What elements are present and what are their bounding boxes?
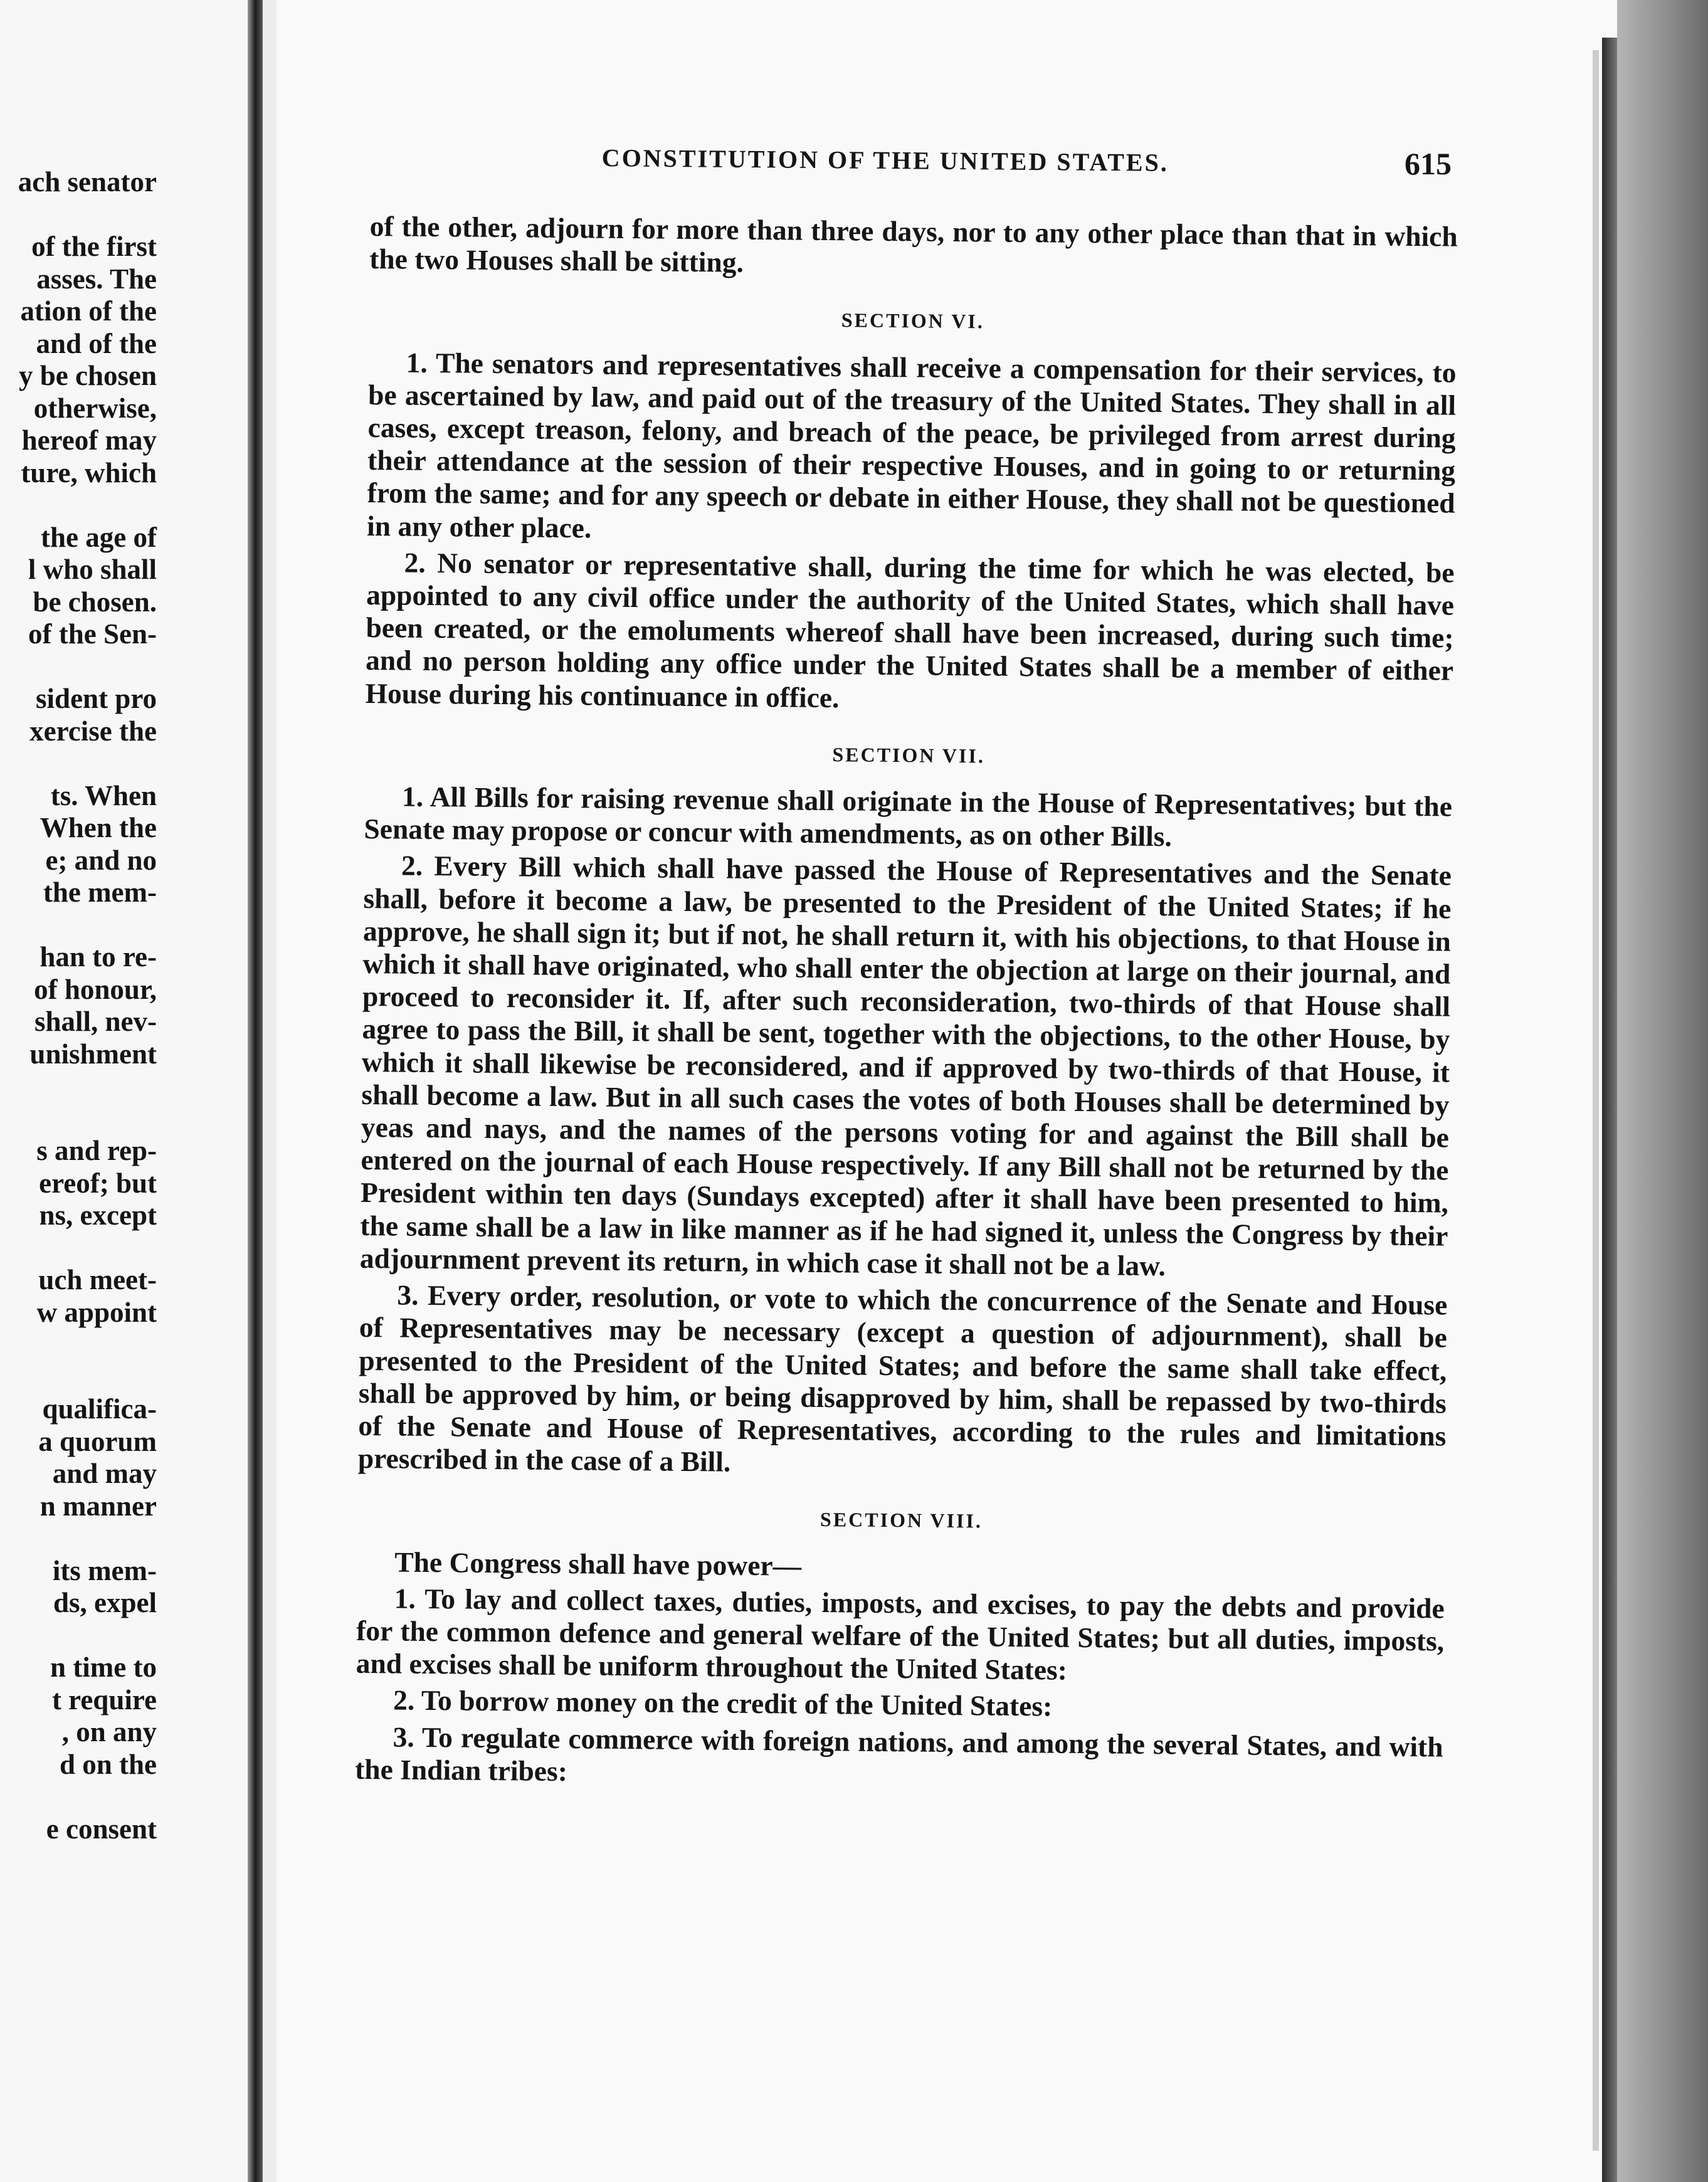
section-vii-paragraph-1: 1. All Bills for raising revenue shall originate in the House of Representatives; but the Senate may propose or concur with amendments, as on other Bills. [364, 780, 1453, 853]
left-page-line: , on any [61, 1716, 157, 1747]
left-page-line: otherwise, [33, 392, 157, 424]
left-page-line: qualifica- [42, 1393, 157, 1425]
left-page-fragment [0, 0, 254, 2182]
left-page-line: of honour, [34, 973, 157, 1005]
left-page-line: ereof; but [39, 1167, 157, 1199]
left-page-line: When the [40, 812, 157, 843]
left-page-line: hereof may [21, 424, 157, 456]
section-vi-paragraph-2: 2. No senator or representative shall, during the time for which he was elected, be appointed to any civil office under the authority of the United States, which shall have been created, or the emoluments whereof shall have been increased, during such time; and no person holding any office under the United States shall be a member of either House during his continuance in office. [365, 546, 1455, 714]
page-number: 615 [1405, 146, 1452, 181]
left-page-line [0, 1329, 157, 1361]
section-vii-paragraph-2: 2. Every Bill which shall have passed the House of Representatives and the Senate shall, before it become a law, be presented to the President of the United States; if he approve, he shall sign it; but if not, he shall return it, with his objections, to that House in which it shall have originated, who shall enter the objection at large on their journal, and proceed to reconsider it. If, after such reconsideration, two-thirds of that House shall agree to pass the Bill, it shall be sent, together with the objections, to the other House, by which it shall likewise be reconsidered, and if approved by two-thirds of that House, it shall become a law. But in all such cases the votes of both Houses shall be determined by yeas and nays, and the names of the persons voting for and against the Bill shall be entered on the journal of each House respectively. If any Bill shall not be returned by the President within ten days (Sundays excepted) after it shall have been presented to him, the same shall be a law in like manner as if he had signed it, unless the Congress by their adjournment prevent its return, in which case it shall not be a law. [359, 849, 1452, 1282]
left-page-line [0, 747, 157, 780]
section-viii-paragraph-3: 3. To regulate commerce with foreign nations, and among the several States, and with the Indian tribes: [354, 1720, 1443, 1787]
left-page-line [0, 651, 157, 683]
left-page-line: sident pro [36, 683, 157, 714]
left-page-line: l who shall [28, 554, 157, 585]
left-page-line: ach senator [18, 166, 157, 198]
section-vi-paragraph-1: 1. The senators and representatives shall receive a compensation for their services, to be ascertained by law, and paid out of the treasury of the United States. They shall in all cases, except treason, felony, and breach of the peace, be privileged from arrest during their attendance at the session of their respective Houses, and in going to or returning from the same; and for any speech or debate in either House, they shall not be questioned in any other place. [366, 346, 1457, 544]
running-header: CONSTITUTION OF THE UNITED STATES. [601, 143, 1169, 177]
left-page-text [0, 166, 157, 1845]
left-page-line: a quorum [38, 1425, 157, 1457]
left-page-line [0, 1232, 157, 1265]
left-page-line: ation of the [20, 295, 157, 327]
left-page-line [0, 909, 157, 942]
left-page-line: uch meet- [38, 1264, 157, 1295]
left-page-line: be chosen. [33, 586, 157, 618]
section-vi-heading: SECTION VI. [841, 308, 985, 333]
left-page-line: and of the [36, 327, 157, 359]
book-gutter [263, 0, 277, 2182]
left-page-line: and may [52, 1458, 157, 1489]
left-page-line [0, 1522, 157, 1555]
left-page-line: d on the [59, 1748, 157, 1780]
section-viii-heading: SECTION VIII. [820, 1508, 983, 1532]
book-spine-shadow [248, 0, 263, 2182]
left-page-line: ts. When [50, 779, 157, 811]
left-page-line: w appoint [36, 1296, 157, 1328]
left-page-line: unishment [29, 1038, 157, 1070]
left-page-line: ture, which [21, 456, 157, 488]
left-page-line: n time to [50, 1652, 157, 1683]
left-page-line: ds, expel [53, 1587, 157, 1618]
left-page-line: t require [51, 1684, 157, 1716]
left-page-line [0, 1781, 157, 1813]
section-vii-paragraph-3: 3. Every order, resolution, or vote to which the concurrence of the Senate and House of Representatives may be necessary (except a question of adjournment), shall be presented to the President of the United States; and before the same shall take effect, shall be approved by him, or being disapproved by him, shall be repassed by two-thirds of the Senate and House of Representatives, according to the rules and limitations prescribed in the case of a Bill. [357, 1278, 1448, 1478]
left-page-line [0, 1361, 157, 1394]
left-page-line: of the first [31, 231, 157, 262]
section-vii-heading: SECTION VII. [832, 742, 986, 767]
left-page-line: y be chosen [18, 360, 157, 391]
page-edge-shadow [1617, 0, 1708, 2182]
left-page-line: e consent [46, 1813, 157, 1845]
left-page-line: s and rep- [36, 1135, 157, 1166]
left-page-line: shall, nev- [34, 1006, 157, 1037]
left-page-line: n manner [40, 1490, 157, 1522]
left-page-line: the age of [41, 521, 157, 553]
left-page-line: asses. The [36, 263, 157, 295]
left-page-line [0, 1103, 157, 1136]
section-viii-paragraph-2: 2. To borrow money on the credit of the United States: [393, 1684, 1053, 1722]
left-page-line: the mem- [43, 877, 157, 908]
left-page-line [0, 1070, 157, 1103]
left-page-line [0, 1620, 157, 1652]
section-viii-paragraph-1: 1. To lay and collect taxes, duties, imposts, and excises, to pay the debts and provide for the common defence and general welfare of the United States; but all duties, imposts, and excises shall be uniform throughout the United States: [356, 1582, 1445, 1686]
left-page-line: e; and no [45, 844, 157, 876]
page-body [355, 210, 1458, 1800]
left-page-line: han to re- [40, 941, 157, 972]
left-page-line: xercise the [29, 715, 157, 747]
left-page-line [0, 199, 157, 231]
continuation-paragraph: of the other, adjourn for more than three days, nor to any other place than that in which the two Houses shall be sitting. [369, 210, 1458, 278]
page-edge [1602, 38, 1617, 2182]
left-page-line [0, 489, 157, 522]
section-viii-intro: The Congress shall have power— [394, 1545, 802, 1582]
left-page-line: of the Sen- [28, 618, 157, 650]
left-page-line: its mem- [52, 1554, 157, 1586]
page-fold-shadow [1593, 50, 1599, 2151]
left-page-line: ns, except [39, 1199, 157, 1231]
